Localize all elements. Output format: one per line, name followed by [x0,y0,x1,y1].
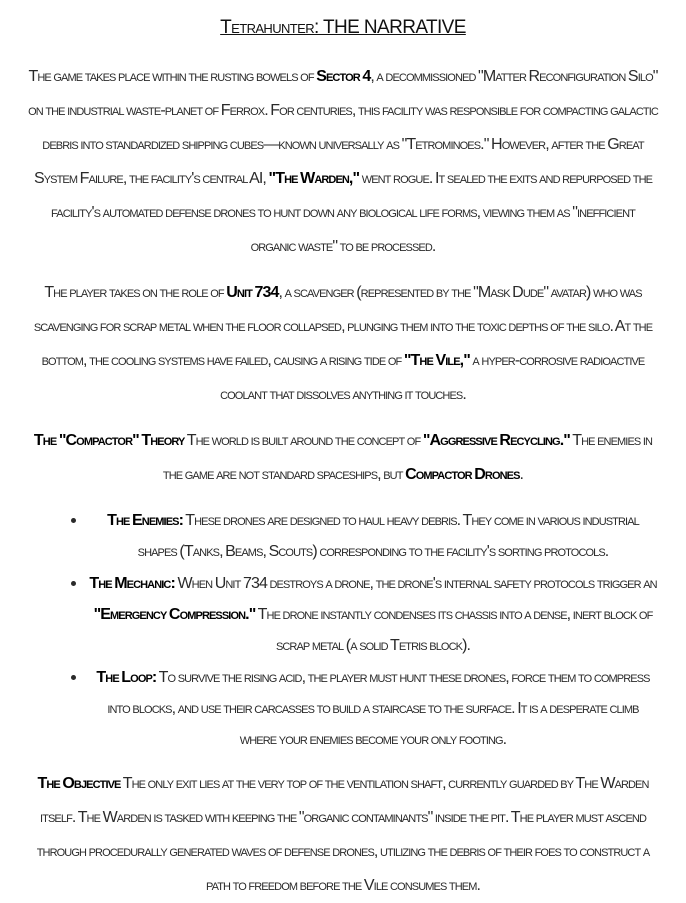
bold-term: The Enemies: [107,512,183,529]
text-segment: The only exit lies at the very top of the ventilation shaft, currently guarded by The Warden itself. The Warden is tasked with keeping the "organic contaminants" inside the pit. The player must ascend through procedurally generated waves of defense drones, utilizing the debris of their foes to construct a path to freedom before the Vile consumes them. [36,775,650,894]
text-segment: The world is built around the concept of [184,432,423,449]
document-title: Tetrahunter: THE NARRATIVE [220,17,466,38]
bold-term: "The Warden," [268,170,360,187]
bold-term: Unit 734 [226,284,279,301]
text-segment: These drones are designed to haul heavy debris. They come in various industrial shapes (Tanks, Beams, Scouts) corresponding to the facility's sorting protocols. [137,512,639,560]
text-segment: went rogue. It sealed the exits and repurposed the facility's automated defense drones to hunt down any biological life forms, viewing them as "inefficient organic waste" to be processed. [51,170,653,255]
text-segment: The player takes on the role of [44,284,227,301]
paragraph-protagonist [28,276,658,412]
bold-term: Compactor Drones [405,466,520,483]
text-segment: When Unit 734 destroys a drone, the drone's internal safety protocols trigger an [174,575,657,592]
text-segment: The enemies in the game are not standard spaceships, but [162,432,653,483]
bold-term: The Objective [37,775,121,792]
text-segment: , a decommissioned "Matter Reconfiguration Silo" on the industrial waste-planet of Ferrox. For centuries, this facility was responsible for compacting galactic debris into standardized shipping cubes—known universally as "Tetrominoes." However, after the Great System Failure, the facility's central AI, [28,68,658,187]
paragraph-compactor-theory [28,424,658,492]
bold-term: The "Compactor" Theory [33,432,185,449]
mechanics-list [28,504,658,755]
bold-term: The Mechanic: [89,575,175,592]
bold-term: Sector 4 [316,68,371,85]
list-item-mechanic [88,567,658,661]
paragraph-setting [28,60,658,264]
list-item-loop [88,661,658,755]
text-segment: The drone instantly condenses its chassis into a dense, inert block of scrap metal (a solid Tetris block). [255,606,653,654]
text-segment: a hyper-corrosive radioactive coolant that dissolves anything it touches. [220,352,645,403]
bold-term: "Emergency Compression." [93,606,256,623]
text-segment: . [519,466,524,483]
text-segment: , a scavenger (represented by the "Mask Dude" avatar) who was scavenging for scrap metal when the floor collapsed, plunging them into the toxic depths of the silo. At the bottom, the cooling systems have failed, causing a rising tide of [33,284,653,369]
list-item-enemies [88,504,658,567]
bold-term: "The Vile," [403,352,470,369]
bold-term: The Loop: [96,669,157,686]
paragraph-objective [28,767,658,903]
bold-term: "Aggressive Recycling." [422,432,570,449]
text-segment: To survive the rising acid, the player must hunt these drones, force them to compress into blocks, and use their carcasses to build a staircase to the surface. It is a desperate climb where your enemies become your only footing. [107,669,650,748]
text-segment: The game takes place within the rusting bowels of [28,68,317,85]
